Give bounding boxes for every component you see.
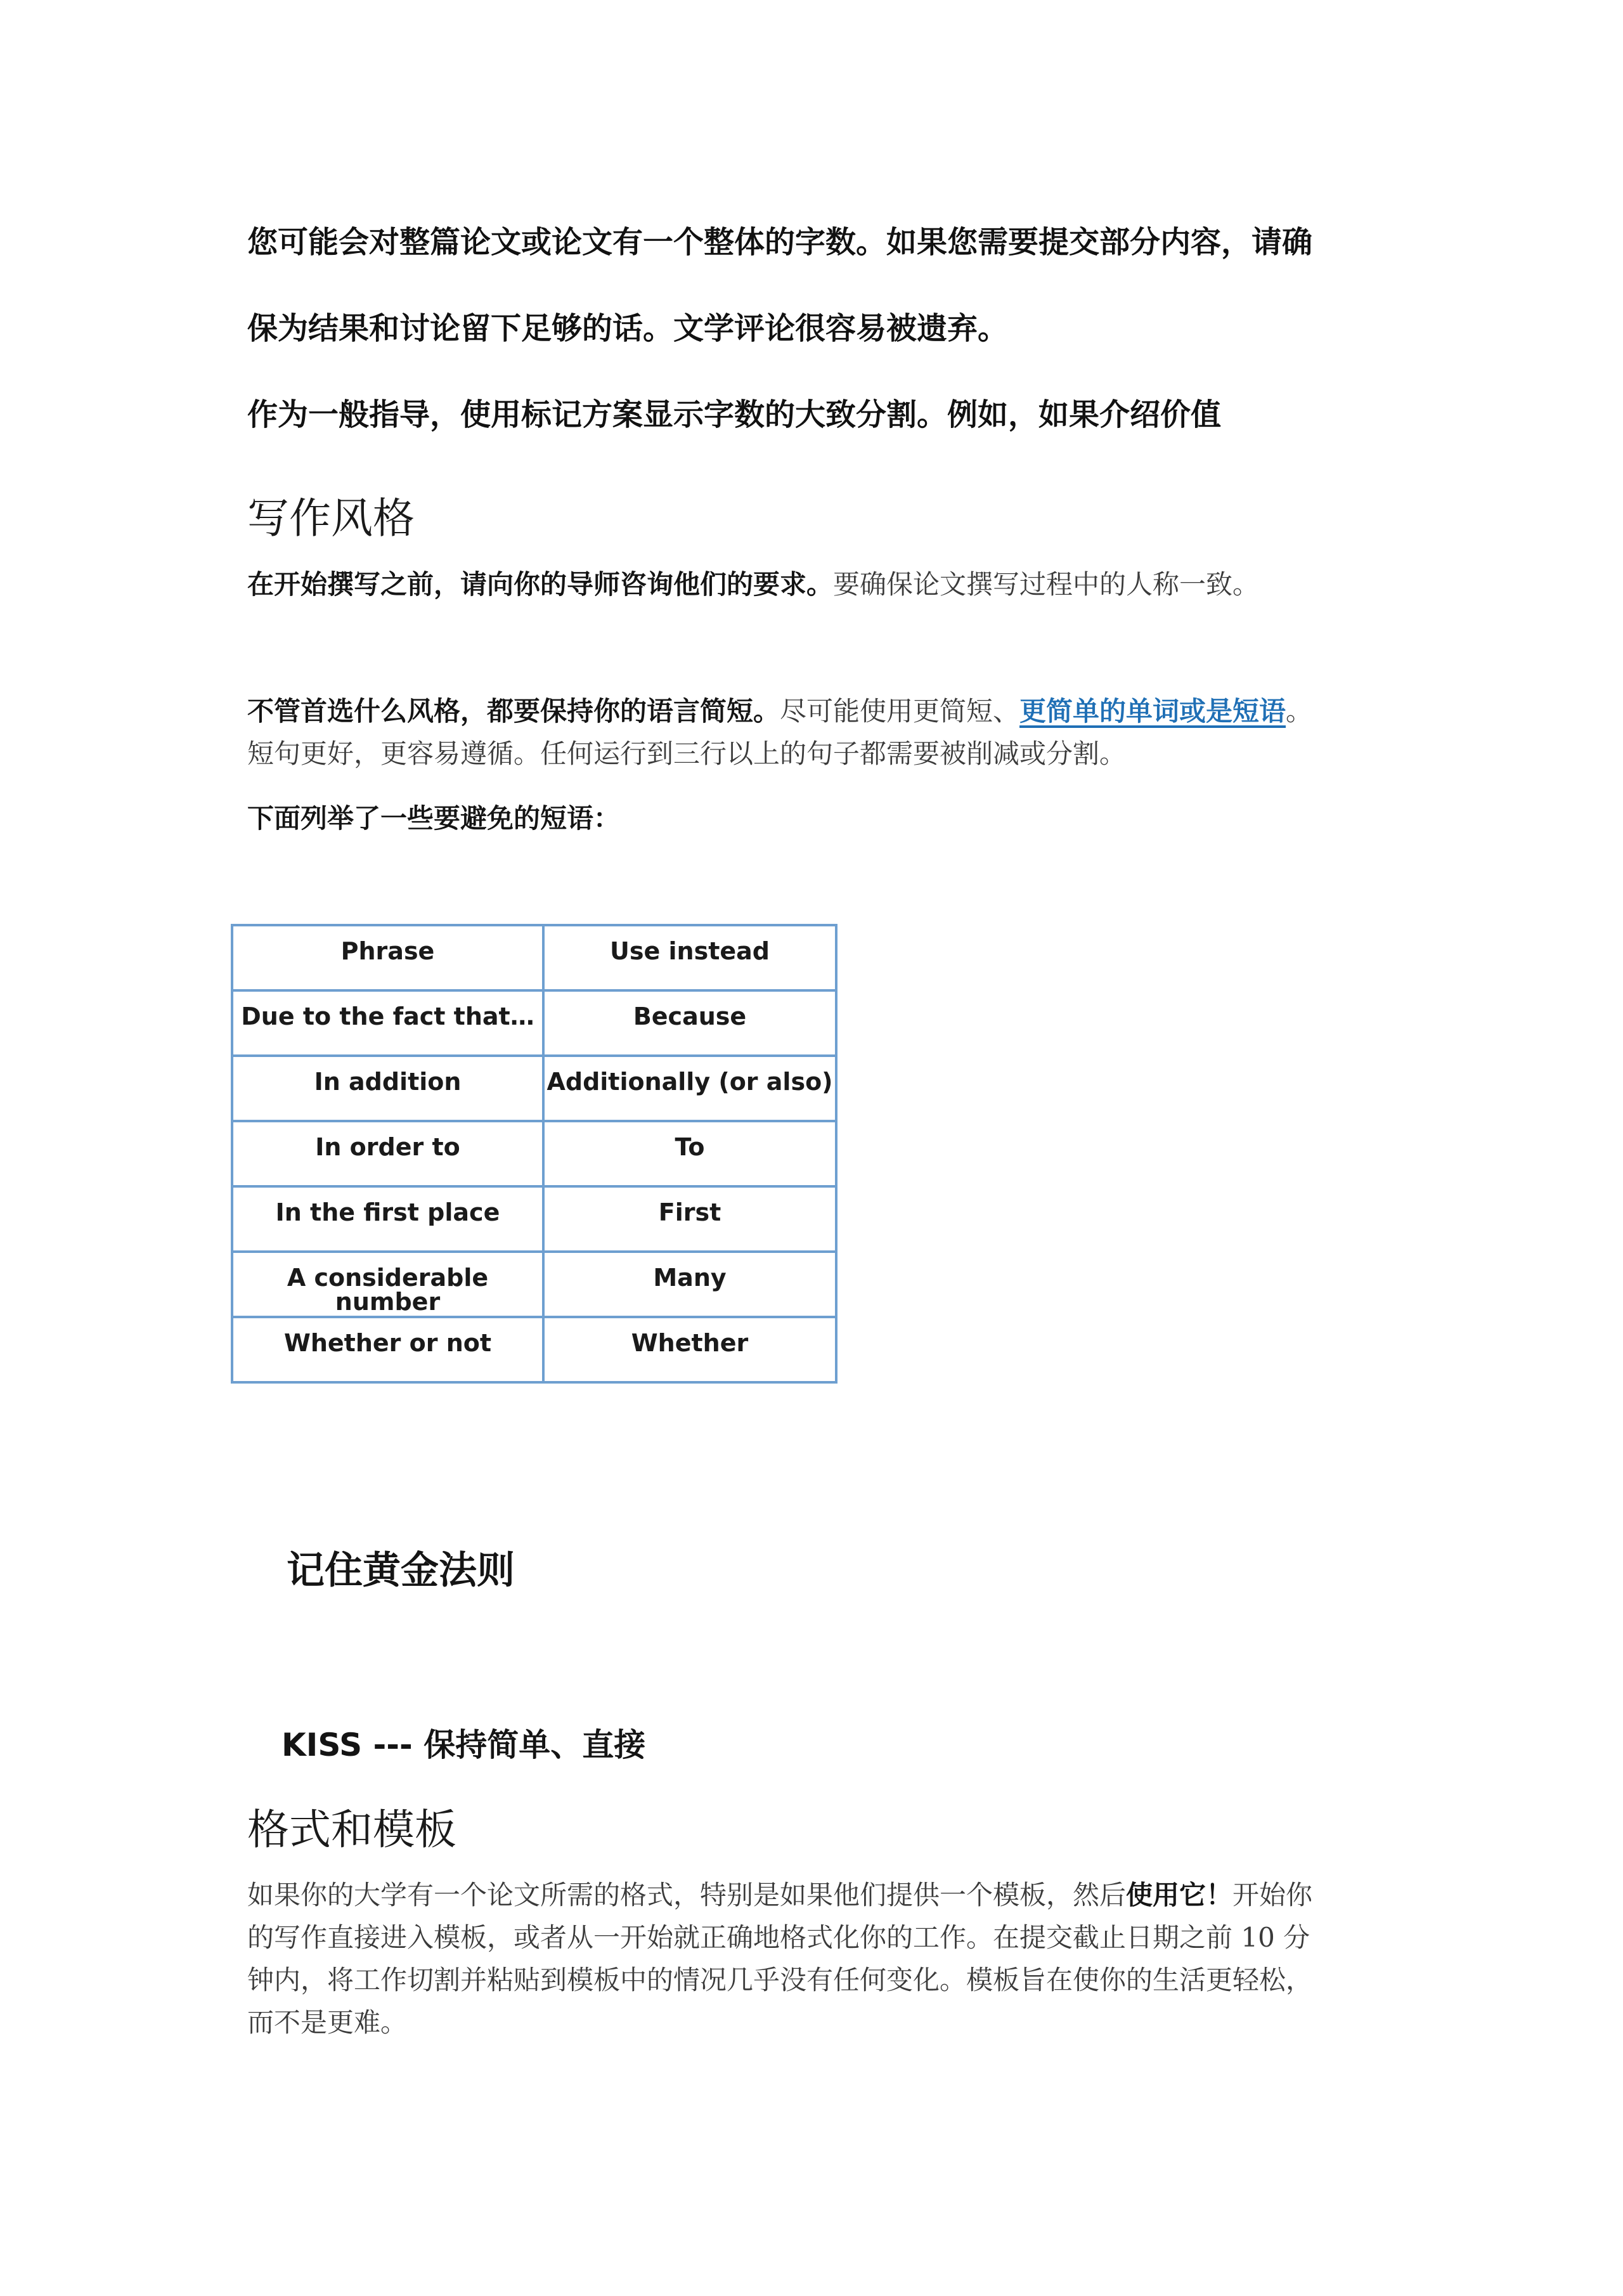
paragraph-1-bold: 在开始撰写之前，请向你的导师咨询他们的要求。 (247, 569, 834, 600)
writing-style-paragraph-2-line-2: 短句更好，更容易遵循。任何运行到三行以上的句子都需要被削减或分割。 (247, 738, 1127, 769)
table-header-cell: Use instead (543, 925, 836, 990)
intro-line-2: 保为结果和讨论留下足够的话。文学评论很容易被遗弃。 (247, 311, 1009, 346)
table-cell-phrase: In order to (232, 1121, 543, 1186)
section-heading-writing-style: 写作风格 (247, 494, 415, 543)
table-row (232, 1121, 836, 1186)
table-cell-use-instead: Whether (543, 1317, 836, 1382)
intro-line-1: 您可能会对整篇论文或论文有一个整体的字数。如果您需要提交部分内容，请确 (247, 224, 1313, 260)
table-cell-phrase: In addition (232, 1056, 543, 1121)
table-row (232, 1056, 836, 1121)
table-cell-use-instead: Additionally (or also) (543, 1056, 836, 1121)
paragraph-2-mid: 尽可能使用更简短、 (780, 696, 1020, 727)
table-row (232, 1186, 836, 1252)
table-cell-use-instead: First (543, 1186, 836, 1252)
format-paragraph-line-2: 的写作直接进入模板，或者从一开始就正确地格式化你的工作。在提交截止日期之前 10 分 (247, 1922, 1310, 1953)
table-header-cell: Phrase (232, 925, 543, 990)
intro-line-3: 作为一般指导，使用标记方案显示字数的大致分割。例如，如果介绍价值 (247, 397, 1222, 432)
paragraph-2-bold: 不管首选什么风格，都要保持你的语言简短。 (247, 696, 780, 727)
writing-style-paragraph-1 (247, 566, 1259, 603)
paragraph-2-end: 。 (1286, 696, 1313, 727)
table-cell-phrase: A considerable number (232, 1252, 543, 1317)
table-cell-phrase: Whether or not (232, 1317, 543, 1382)
table-cell-use-instead: To (543, 1121, 836, 1186)
format-paragraph-line-4: 而不是更难。 (247, 2007, 408, 2038)
table-row (232, 990, 836, 1056)
table-cell-use-instead: Many (543, 1252, 836, 1317)
table-cell-phrase: Due to the fact that… (232, 990, 543, 1056)
phrases-intro: 下面列举了一些要避免的短语： (247, 803, 621, 834)
table-header-row (232, 925, 836, 990)
kiss-principle: KISS --- 保持简单、直接 (281, 1727, 646, 1763)
table-row (232, 1252, 836, 1317)
table-cell-use-instead: Because (543, 990, 836, 1056)
phrase-table (231, 924, 837, 1384)
golden-rule-heading: 记住黄金法则 (287, 1548, 515, 1593)
format-paragraph-line-3: 钟内，将工作切割并粘贴到模板中的情况几乎没有任何变化。模板旨在使你的生活更轻松， (247, 1964, 1313, 1995)
writing-style-paragraph-2 (247, 693, 1312, 730)
use-it-emphasis: 使用它！ (1126, 1879, 1233, 1910)
table-row (232, 1317, 836, 1382)
section-heading-format: 格式和模板 (247, 1805, 456, 1854)
paragraph-1-rest: 要确保论文撰写过程中的人称一致。 (833, 569, 1260, 600)
table-cell-phrase: In the first place (232, 1186, 543, 1252)
simpler-words-link[interactable]: 更简单的单词或是短语 (1019, 696, 1286, 727)
format-paragraph-line-1: 如果你的大学有一个论文所需的格式，特别是如果他们提供一个模板，然后使用它！开始你 (247, 1879, 1313, 1910)
